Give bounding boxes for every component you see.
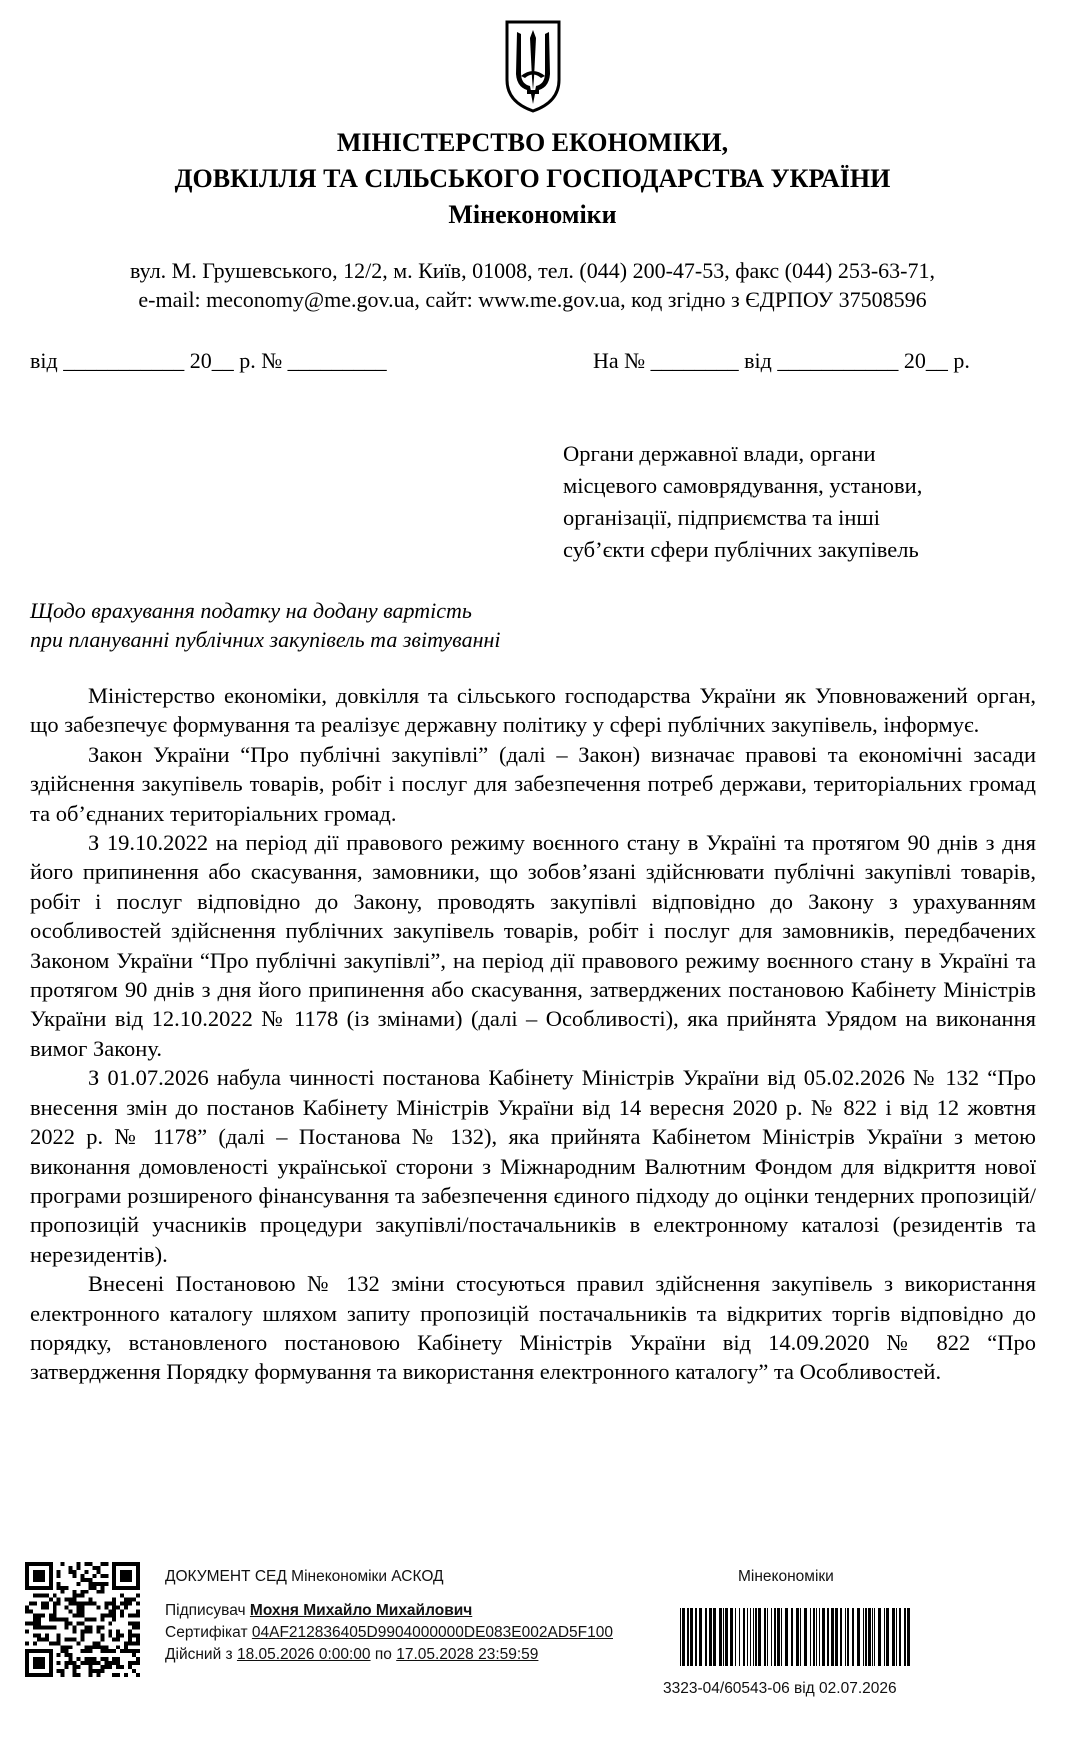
letter-body — [30, 681, 1036, 1387]
signer-name: Мохня Михайло Михайлович — [249, 1602, 473, 1619]
outgoing-registration: від ___________ 20__ р. № _________ — [30, 348, 387, 373]
subject-block — [30, 596, 590, 654]
certificate-value: 04AF212836405D9904000000DE083E002AD5F100 — [251, 1624, 613, 1641]
recipient-line: суб’єкти сфери публічних закупівель — [563, 537, 919, 562]
valid-from-value: 18.05.2026 0:00:00 — [236, 1646, 371, 1663]
barcode-icon — [678, 1608, 913, 1666]
valid-from-label: Дійсний з — [165, 1646, 233, 1663]
address-line1: вул. М. Грушевського, 12/2, м. Київ, 01008, тел. (044) 200-47-53, факс (044) 253-63-71, — [130, 258, 935, 283]
signature-organization: Мінекономіки — [738, 1568, 834, 1585]
valid-to-label: по — [374, 1646, 392, 1663]
body-paragraph: З 19.10.2022 на період дії правового режиму воєнного стану в Україні та протягом 90 днів з дня його припинення або скасування, замовники, що зобов’язані здійснювати публічні закупівлі товарів, робіт і послуг відповідно до Закону, проводять закупівлі відповідно до Закону з урахуванням особливостей здійснення публічних закупівель товарів, робіт і послуг для замовників, передбачених Законом України “Про публічні закупівлі”, на період дії правового режиму воєнного стану в Україні та протягом 90 днів з дня його припинення або скасування, затверджених постановою Кабінету Міністрів України від 12.10.2022 № 1178 (із змінами) (далі – Особливості), яка прийнята Урядом на виконання вимог Закону. — [30, 830, 1036, 1061]
body-paragraph: З 01.07.2026 набула чинності постанова Кабінету Міністрів України від 05.02.2026 № 132 “Про внесення змін до постанов Кабінету Міністрів України від 14 вересня 2020 р. № 822 і від 12 жовтня 2022 р. № 1178” (далі – Постанова № 132), яка прийнята Кабінетом Міністрів України з метою виконання домовленості української сторони з Міжнародним Валютним Фондом для відкриття нової програми розширеного фінансування та забезпечення єдиного підходу до оцінки тендерних пропозицій/пропозицій учасників процедури закупівлі/постачальників в електронному каталозі (резидентів та нерезидентів). — [30, 1065, 1036, 1267]
address-line2: e-mail: meconomy@me.gov.ua, сайт: www.me.gov.ua, код згідно з ЄДРПОУ 37508596 — [138, 287, 927, 312]
qr-code-icon — [25, 1562, 140, 1677]
coat-of-arms-emblem — [503, 18, 563, 114]
registration-number: 3323-04/60543-06 від 02.07.2026 — [663, 1680, 897, 1697]
valid-to-value: 17.05.2028 23:59:59 — [396, 1646, 539, 1663]
signature-doc-title: ДОКУМЕНТ СЕД Мінекономіки АСКОД — [165, 1568, 444, 1585]
recipient-line: місцевого самоврядування, установи, — [563, 473, 923, 498]
recipient-line: організації, підприємства та інші — [563, 505, 880, 530]
signer-label: Підписувач — [165, 1602, 246, 1619]
signer-row — [165, 1602, 472, 1620]
certificate-label: Сертифікат — [165, 1624, 248, 1641]
recipient-line: Органи державної влади, органи — [563, 441, 876, 466]
ministry-name-line2: ДОВКІЛЛЯ ТА СІЛЬСЬКОГО ГОСПОДАРСТВА УКРАЇНИ — [174, 164, 891, 193]
incoming-registration: На № ________ від ___________ 20__ р. — [593, 348, 970, 373]
body-paragraph: Міністерство економіки, довкілля та сільського господарства України як Уповноважений орган, що забезпечує формування та реалізує державну політику у сфері публічних закупівель, інформує. — [30, 683, 1036, 738]
ministry-short-name: Мінекономіки — [448, 200, 617, 229]
subject-line: Щодо врахування податку на додану вартість — [30, 598, 472, 623]
ministry-name-line1: МІНІСТЕРСТВО ЕКОНОМІКИ, — [336, 128, 729, 157]
body-paragraph: Внесені Постановою № 132 зміни стосуються правил здійснення закупівель з використання електронного каталогу шляхом запиту пропозицій постачальників та відкритих торгів відповідно до порядку, встановленого постановою Кабінету Міністрів України від 14.09.2020 № 822 “Про затвердження Порядку формування та використання електронного каталогу” та Особливостей. — [30, 1271, 1036, 1385]
subject-line: при плануванні публічних закупівель та звітуванні — [30, 627, 501, 652]
recipient-block — [563, 438, 1043, 566]
certificate-row — [165, 1624, 613, 1642]
validity-row — [165, 1646, 538, 1664]
body-paragraph: Закон України “Про публічні закупівлі” (далі – Закон) визначає правові та економічні засади здійснення закупівель товарів, робіт і послуг для забезпечення потреб держави, територіальних громад та об’єднаних територіальних громад. — [30, 741, 1036, 826]
